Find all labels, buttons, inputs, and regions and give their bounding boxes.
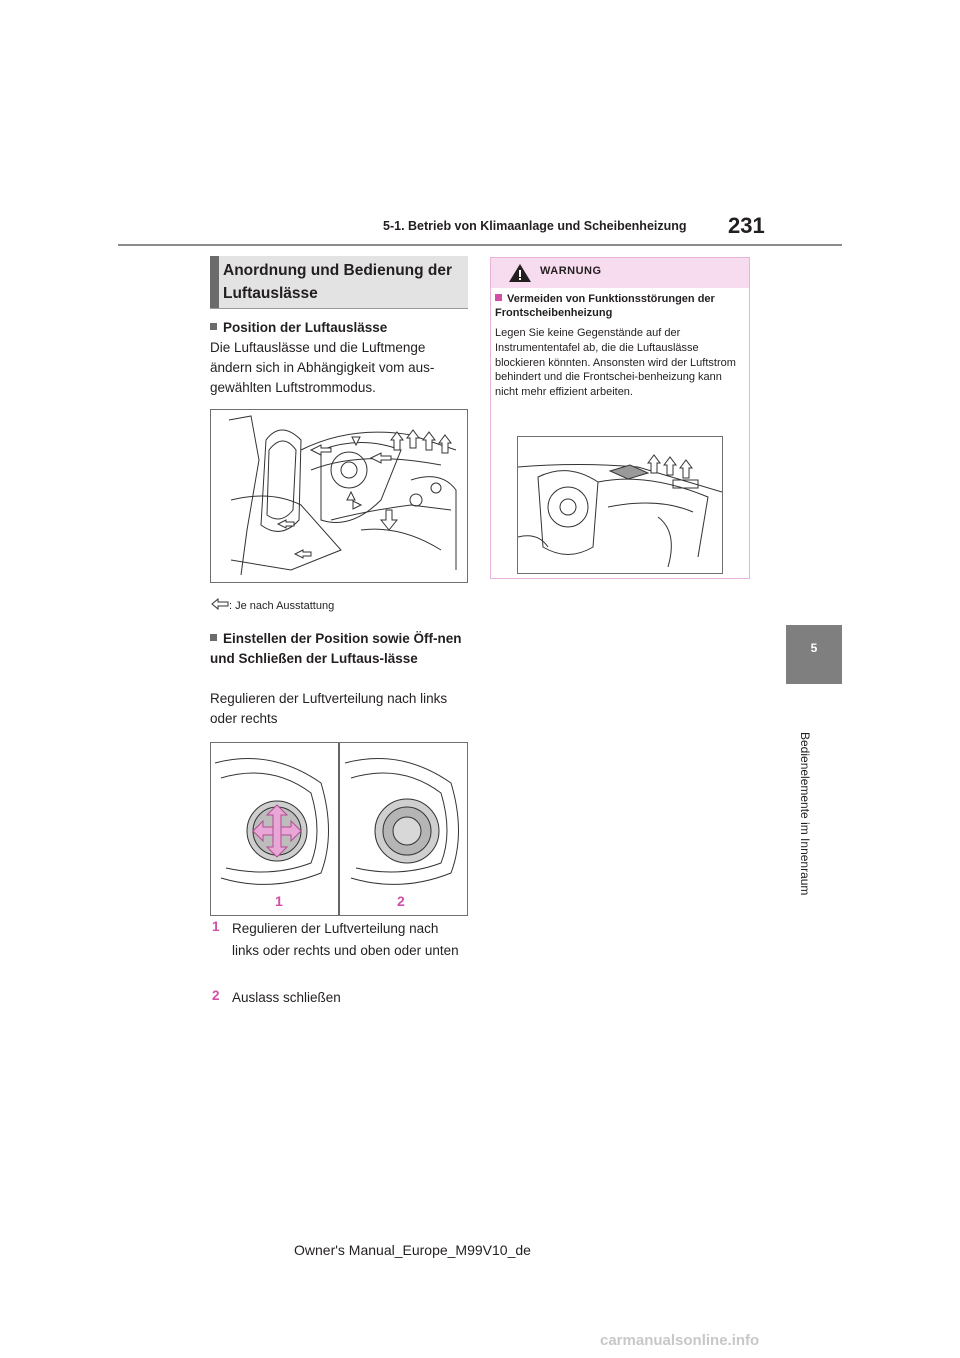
chapter-title: 5-1. Betrieb von Klimaanlage und Scheibenheizung xyxy=(383,219,687,233)
callout-2: 2 xyxy=(397,893,405,909)
position-heading: Position der Luftauslässe xyxy=(210,318,468,338)
vent-right-illustration xyxy=(375,799,439,863)
page-number: 231 xyxy=(728,213,765,238)
callout-list-number: 1 xyxy=(212,919,220,934)
vent-left-illustration xyxy=(247,801,307,861)
callout-1: 1 xyxy=(275,893,283,909)
square-bullet-icon xyxy=(210,323,217,330)
header-rule xyxy=(118,244,842,246)
dashboard-outlets-illustration xyxy=(211,410,467,582)
section-title: Anordnung und Bedienung der Luftauslässe xyxy=(223,262,453,302)
adjust-text: Regulieren der Luftverteilung nach links oder rechts xyxy=(210,691,448,726)
blocked-outlet-illustration xyxy=(518,437,722,573)
watermark: carmanualsonline.info xyxy=(600,1332,760,1349)
callout-list-number: 2 xyxy=(212,988,220,1003)
optional-equipment-arrow-icon xyxy=(211,597,229,615)
chapter-tab-number: 5 xyxy=(810,641,818,655)
section-heading-bar xyxy=(210,256,219,308)
adjust-heading: Einstellen der Position sowie Öff-nen und Schließen der Luftaus-lässe xyxy=(210,631,462,666)
warning-text: Legen Sie keine Gegenstände auf der Instrumententafel ab, die die Luftauslässe blockieren könnten. Ansonsten wird der Luftstrom behindert und die Frontschei-benheizung kann nicht mehr effizient arbeiten. xyxy=(495,327,736,399)
square-bullet-icon xyxy=(495,294,502,301)
footer-manual-id: Owner's Manual_Europe_M99V10_de xyxy=(294,1242,531,1258)
warning-title: WARNUNG xyxy=(540,265,602,277)
section-rule xyxy=(210,308,468,309)
blocked-outlet-figure xyxy=(517,436,723,574)
air-outlet-position-figure xyxy=(210,409,468,583)
warning-triangle-icon xyxy=(508,263,532,288)
vent-controls-illustration xyxy=(211,743,467,915)
square-bullet-icon xyxy=(210,634,217,641)
callout-list-text: Auslass schließen xyxy=(232,990,341,1005)
vent-adjust-figure xyxy=(210,742,468,916)
warning-subheading: Vermeiden von Funktionsstörungen der Frontscheibenheizung xyxy=(495,293,715,319)
legend-text: : Je nach Ausstattung xyxy=(229,600,335,612)
position-text: Die Luftauslässe und die Luftmenge ändern sich in Abhängigkeit vom aus-gewählten Luftstrommodus. xyxy=(210,340,435,395)
chapter-side-label: Bedienelemente im Innenraum xyxy=(798,732,812,896)
callout-list-text: Regulieren der Luftverteilung nach links oder rechts und oben oder unten xyxy=(232,921,459,958)
